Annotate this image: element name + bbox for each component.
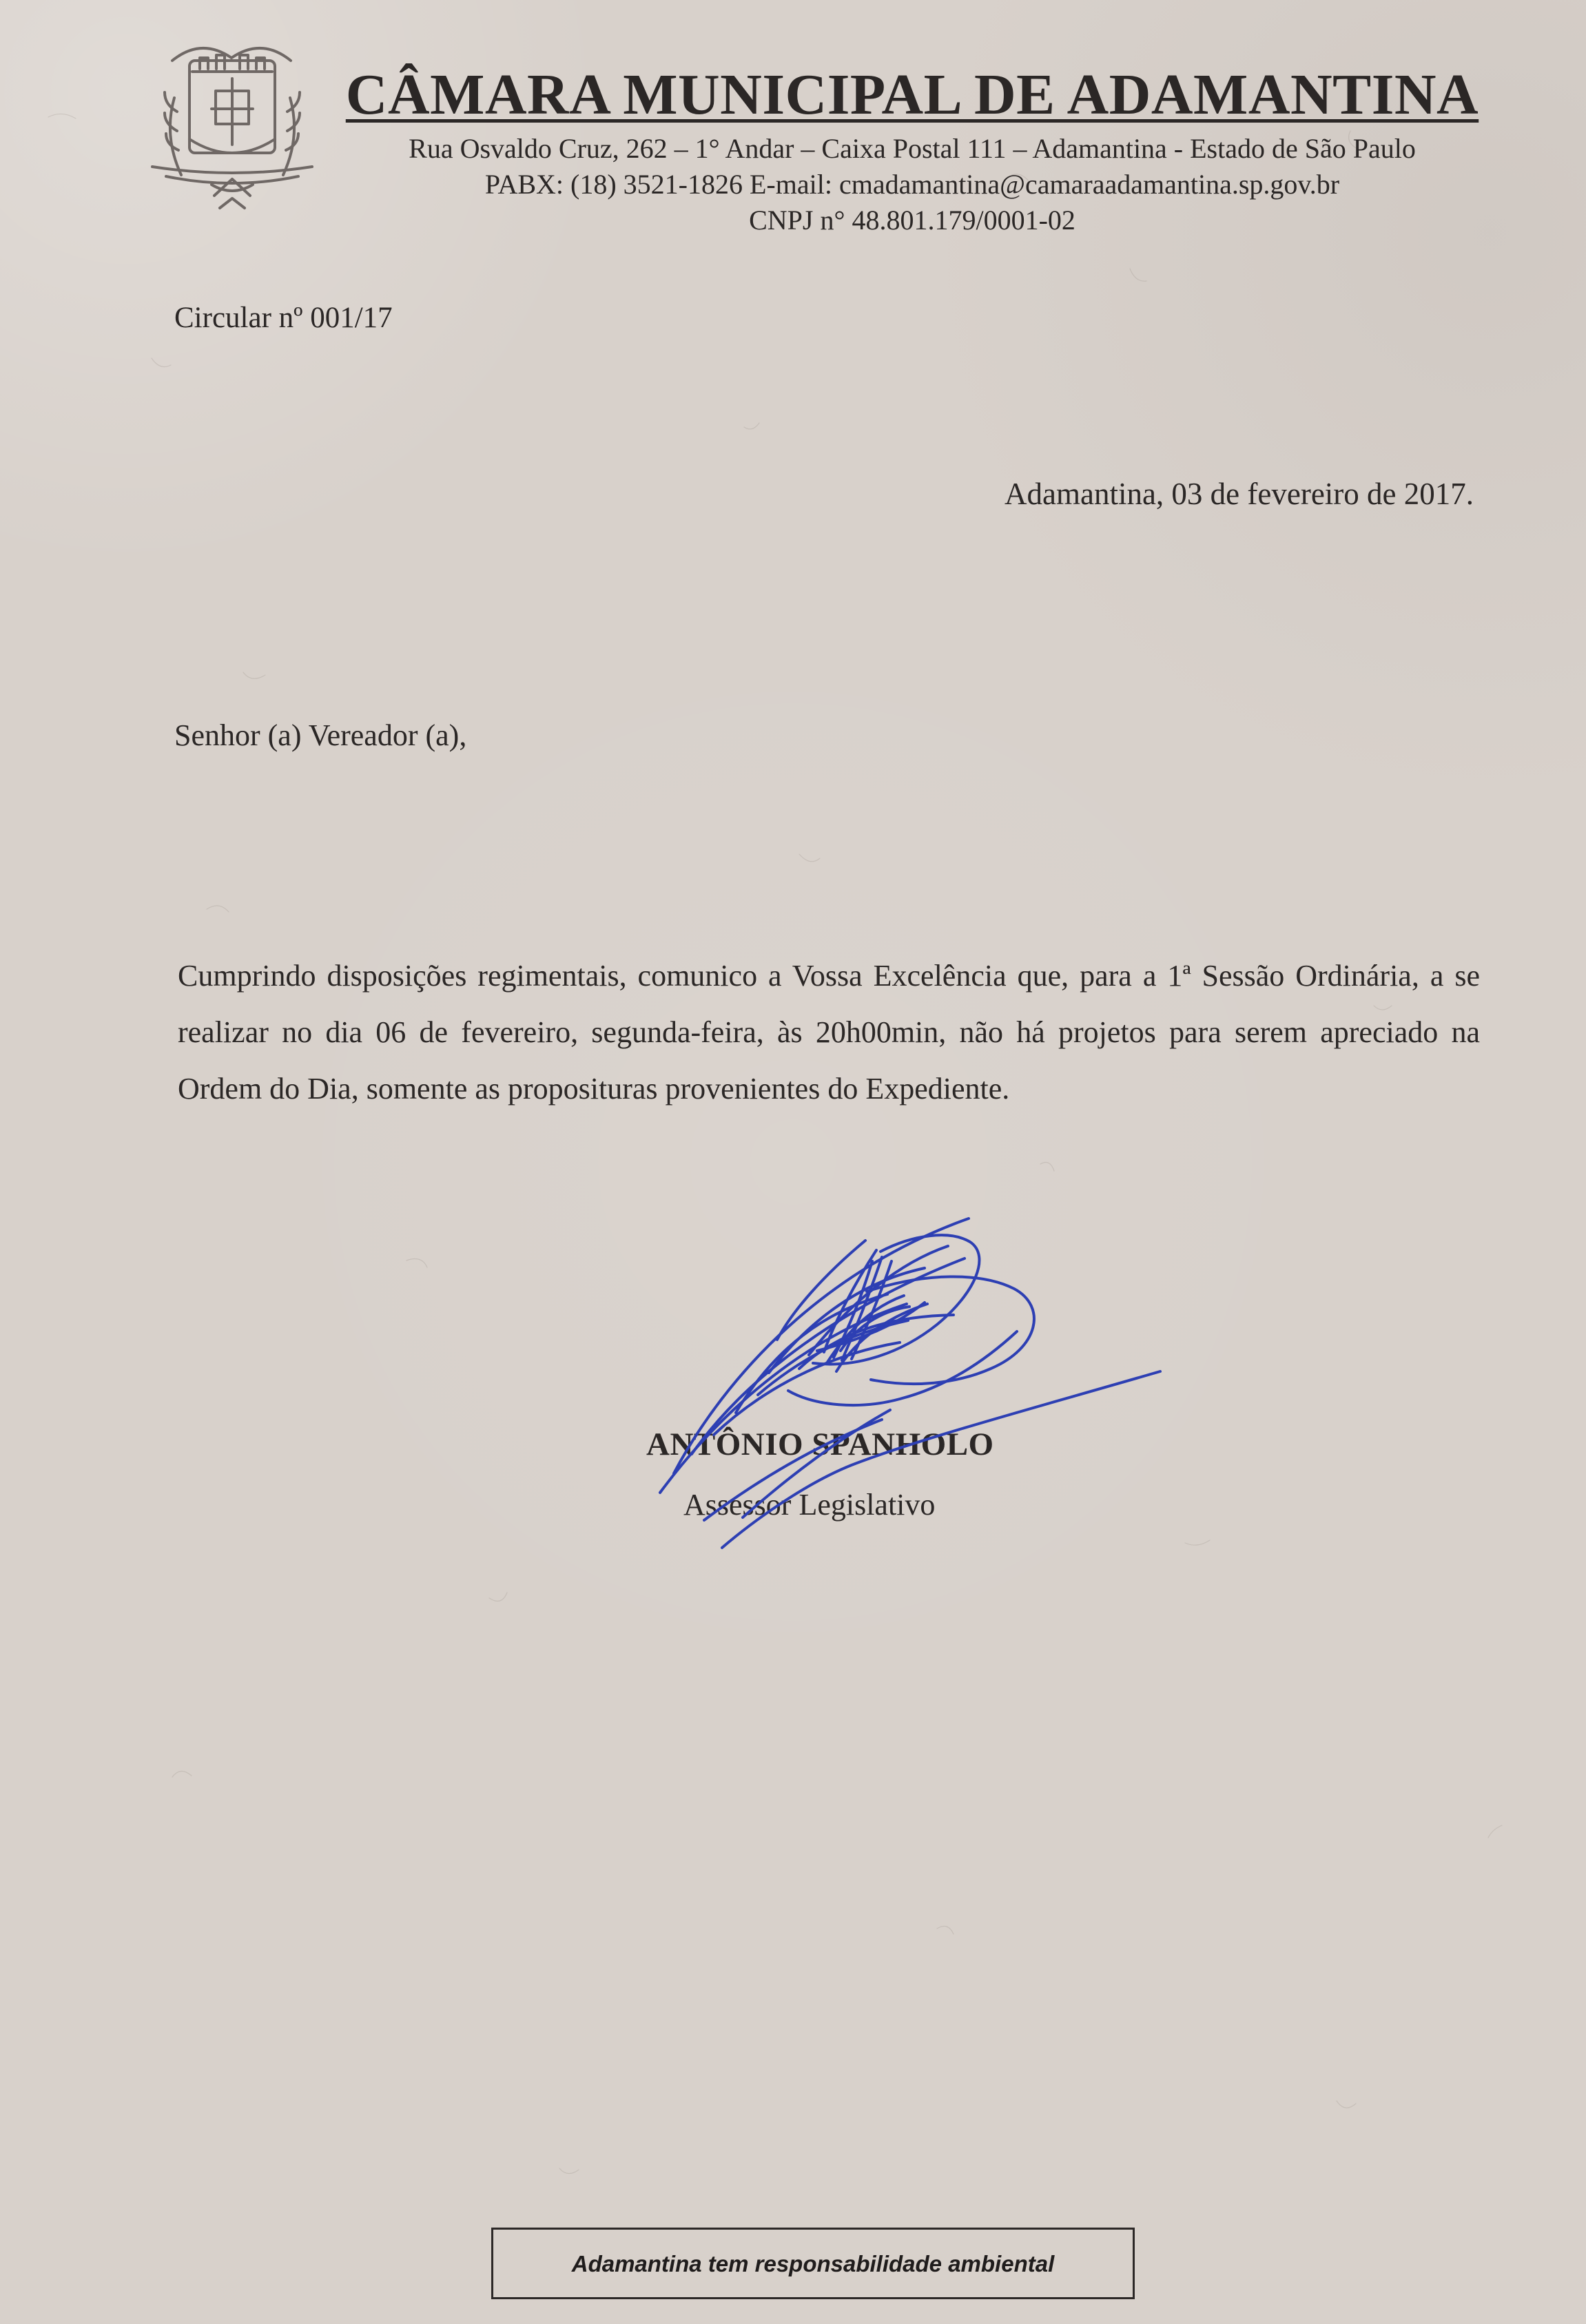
circular-reference: Circular nº 001/17: [174, 302, 393, 334]
institution-title: CÂMARA MUNICIPAL DE ADAMANTINA: [345, 63, 1479, 127]
signer-name: ANTÔNIO SPANHOLO: [646, 1426, 994, 1462]
institution-contact: PABX: (18) 3521-1826 E-mail: cmadamantina@camaraadamantina.sp.gov.br: [484, 169, 1340, 200]
footer-box: [491, 2228, 1135, 2299]
signer-role: Assessor Legislativo: [683, 1488, 936, 1522]
document-date: Adamantina, 03 de fevereiro de 2017.: [1005, 477, 1474, 511]
footer-text: Adamantina tem responsabilidade ambiental: [571, 2250, 1055, 2276]
handwritten-signature-icon: [655, 1195, 1178, 1553]
municipal-seal-icon: [134, 15, 330, 219]
salutation: Senhor (a) Vereador (a),: [174, 718, 467, 752]
institution-address: Rua Osvaldo Cruz, 262 – 1° Andar – Caixa Postal 111 – Adamantina - Estado de São Paulo: [409, 133, 1416, 164]
document-body: Cumprindo disposições regimentais, comunico a Vossa Excelência que, para a 1ª Sessão Ordinária, a se realizar no dia 06 de fevereiro, segunda-feira, às 20h00min, não há projetos para serem apreciado na Ordem do Dia, somente as proposituras provenientes do Expediente.: [178, 959, 1480, 1106]
institution-cnpj: CNPJ n° 48.801.179/0001-02: [749, 205, 1075, 236]
